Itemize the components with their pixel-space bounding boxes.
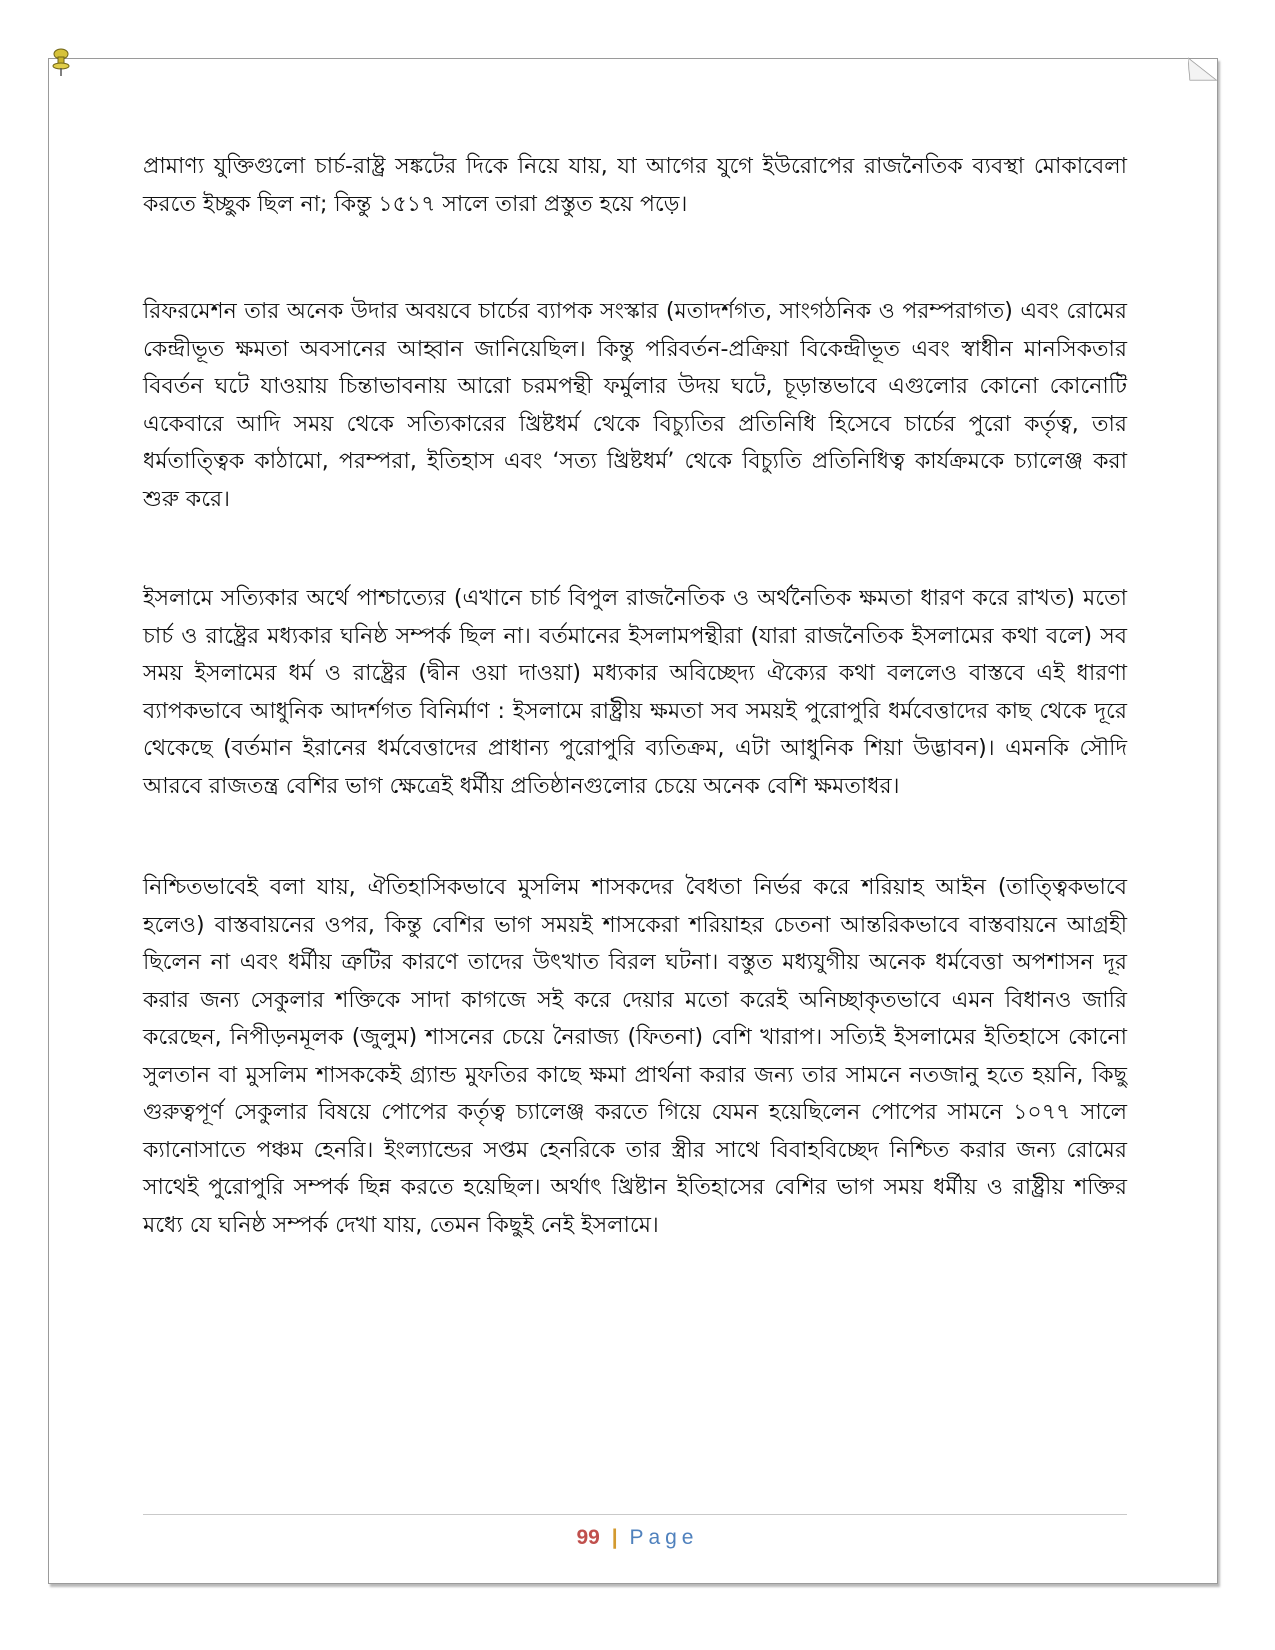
paragraph-1: প্রামাণ্য যুক্তিগুলো চার্চ-রাষ্ট্র সঙ্কটের দিকে নিয়ে যায়, যা আগের যুগে ইউরোপের রাজনৈতিক ব্যবস্থা মোকাবেলা করতে ইচ্ছুক ছিল না; কিন্তু ১৫১৭ সালে তারা প্রস্তুত হয়ে পড়ে।	[143, 154, 1127, 217]
paragraph-3: ইসলামে সত্যিকার অর্থে পাশ্চাত্যের (এখানে চার্চ বিপুল রাজনৈতিক ও অর্থনৈতিক ক্ষমতা ধারণ করে রাখত) মতো চার্চ ও রাষ্ট্রের মধ্যকার ঘনিষ্ঠ সম্পর্ক ছিল না। বর্তমানের ইসলামপন্থীরা (যারা রাজনৈতিক ইসলামের কথা বলে) সব সময় ইসলামের ধর্ম ও রাষ্ট্রের (দ্বীন ওয়া দাওয়া) মধ্যকার অবিচ্ছেদ্য ঐক্যের কথা বললেও বাস্তবে এই ধারণা ব্যাপকভাবে আধুনিক আদর্শগত বিনির্মাণ : ইসলামে রাষ্ট্রীয় ক্ষমতা সব সময়ই পুরোপুরি ধর্মবেত্তাদের কাছ থেকে দূরে থেকেছে (বর্তমান ইরানের ধর্মবেত্তাদের প্রাধান্য পুরোপুরি ব্যতিক্রম, এটা আধুনিক শিয়া উদ্ভাবন)। এমনকি সৌদি আরবে রাজতন্ত্র বেশির ভাগ ক্ষেত্রেই ধর্মীয় প্রতিষ্ঠানগুলোর চেয়ে অনেক বেশি ক্ষমতাধর।	[143, 586, 1127, 799]
paragraph-2: রিফরমেশন তার অনেক উদার অবয়বে চার্চের ব্যাপক সংস্কার (মতাদর্শগত, সাংগঠনিক ও পরম্পরাগত) এবং রোমের কেন্দ্রীভূত ক্ষমতা অবসানের আহ্বান জানিয়েছিল। কিন্তু পরিবর্তন-প্রক্রিয়া বিকেন্দ্রীভূত এবং স্বাধীন মানসিকতার বিবর্তন ঘটে যাওয়ায় চিন্তাভাবনায় আরো চরমপন্থী ফর্মুলার উদয় ঘটে, চূড়ান্তভাবে এগুলোর কোনো কোনোটি একেবারে আদি সময় থেকে সত্যিকারের খ্রিষ্টধর্ম থেকে বিচ্যুতির প্রতিনিধি হিসেবে চার্চের পুরো কর্তৃত্ব, তার ধর্মতাত্ত্বিক কাঠামো, পরম্পরা, ইতিহাস এবং ‘সত্য খ্রিষ্টধর্ম’ থেকে বিচ্যুতি প্রতিনিধিত্ব কার্যক্রমকে চ্যালেঞ্জ করা শুরু করে।	[143, 299, 1127, 512]
folded-corner-icon	[1188, 56, 1220, 82]
page-number: 99	[576, 1526, 600, 1549]
footer-divider	[143, 1514, 1127, 1515]
page-footer	[0, 1524, 1275, 1552]
footer-separator: |	[611, 1526, 618, 1549]
paragraph-4: নিশ্চিতভাবেই বলা যায়, ঐতিহাসিকভাবে মুসলিম শাসকদের বৈধতা নির্ভর করে শরিয়াহ আইন (তাত্ত্বিকভাবে হলেও) বাস্তবায়নের ওপর, কিন্তু বেশির ভাগ সময়ই শাসকেরা শরিয়াহর চেতনা আন্তরিকভাবে বাস্তবায়নে আগ্রহী ছিলেন না এবং ধর্মীয় ত্রুটির কারণে তাদের উৎখাত বিরল ঘটনা। বস্তুত মধ্যযুগীয় অনেক ধর্মবেত্তা অপশাসন দূর করার জন্য সেকুলার শক্তিকে সাদা কাগজে সই করে দেয়ার মতো করেই অনিচ্ছাকৃতভাবে এমন বিধানও জারি করেছেন, নিপীড়নমূলক (জুলুম) শাসনের চেয়ে নৈরাজ্য (ফিতনা) বেশি খারাপ। সত্যিই ইসলামের ইতিহাসে কোনো সুলতান বা মুসলিম শাসককেই গ্র্যান্ড মুফতির কাছে ক্ষমা প্রার্থনা করার জন্য তার সামনে নতজানু হতে হয়নি, কিছু গুরুত্বপূর্ণ সেকুলার বিষয়ে পোপের কর্তৃত্ব চ্যালেঞ্জ করতে গিয়ে যেমন হয়েছিলেন পোপের সামনে ১০৭৭ সালে ক্যানোসাতে পঞ্চম হেনরি। ইংল্যান্ডের সপ্তম হেনরিকে তার স্ত্রীর সাথে বিবাহবিচ্ছেদ নিশ্চিত করার জন্য রোমের সাথেই পুরোপুরি সম্পর্ক ছিন্ন করতে হয়েছিল। অর্থাৎ খ্রিষ্টান ইতিহাসের বেশির ভাগ সময় ধর্মীয় ও রাষ্ট্রীয় শক্তির মধ্যে যে ঘনিষ্ঠ সম্পর্ক দেখা যায়, তেমন কিছুই নেই ইসলামে।	[143, 875, 1127, 1238]
page-label: Page	[629, 1526, 699, 1549]
page-body	[143, 148, 1127, 1244]
pushpin-icon	[50, 48, 72, 78]
